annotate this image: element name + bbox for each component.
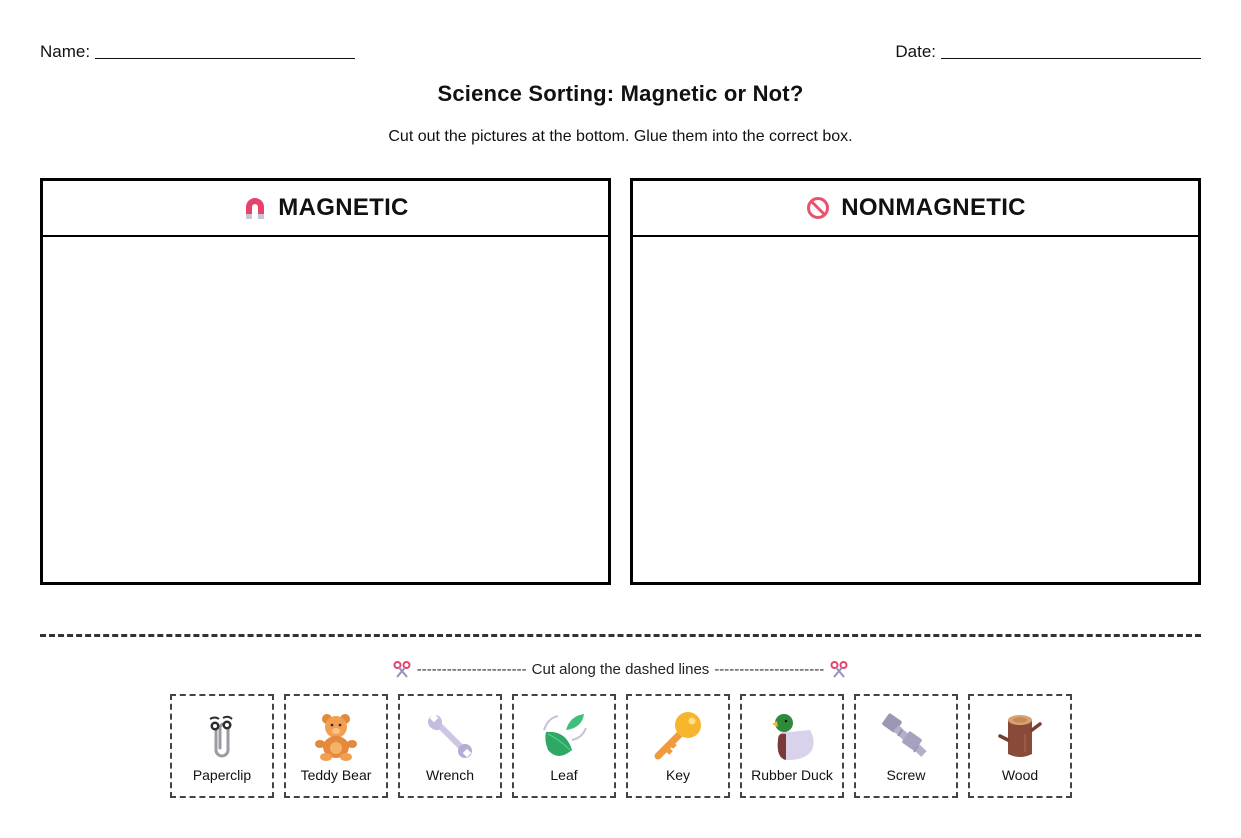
key-icon xyxy=(650,708,706,764)
cutout-cards xyxy=(170,694,1072,798)
cutout-card-leaf[interactable] xyxy=(512,694,616,798)
scissors-icon xyxy=(830,660,848,678)
nonmagnetic-drop-area[interactable] xyxy=(633,237,1198,582)
card-label: Wood xyxy=(1001,767,1039,783)
date-field[interactable] xyxy=(895,40,1201,62)
wood-log-icon xyxy=(992,708,1048,764)
card-label: Teddy Bear xyxy=(300,767,372,783)
card-label: Screw xyxy=(886,767,926,783)
page-title: Science Sorting: Magnetic or Not? xyxy=(437,81,804,106)
scissors-icon xyxy=(393,660,411,678)
card-label: Leaf xyxy=(550,767,578,783)
cutout-card-wrench[interactable] xyxy=(398,694,502,798)
cutout-card-key[interactable] xyxy=(626,694,730,798)
nonmagnetic-box-header xyxy=(633,181,1198,237)
nonmagnetic-box-title: NONMAGNETIC xyxy=(841,194,1026,221)
cut-hint-text: Cut along the dashed lines xyxy=(531,660,710,678)
magnetic-drop-area[interactable] xyxy=(43,237,608,582)
cut-dashes-right: ---------------------- xyxy=(714,660,825,678)
magnet-icon xyxy=(242,195,268,221)
date-blank-line[interactable] xyxy=(941,40,1201,59)
name-blank-line[interactable] xyxy=(95,40,355,59)
card-label: Rubber Duck xyxy=(751,767,833,783)
sorting-area xyxy=(40,178,1201,585)
cut-dashes-left: ---------------------- xyxy=(416,660,527,678)
magnetic-box-title: MAGNETIC xyxy=(278,194,409,221)
cutout-card-rubber-duck[interactable] xyxy=(740,694,844,798)
date-label: Date: xyxy=(895,42,936,61)
nonmagnetic-box[interactable] xyxy=(630,178,1201,585)
magnetic-box-header xyxy=(43,181,608,237)
instructions-text: Cut out the pictures at the bottom. Glue them into the correct box. xyxy=(388,128,853,145)
magnetic-box[interactable] xyxy=(40,178,611,585)
paperclip-icon xyxy=(194,708,250,764)
card-label: Key xyxy=(665,767,691,783)
name-label: Name: xyxy=(40,42,91,61)
name-field[interactable] xyxy=(40,40,355,62)
card-label: Wrench xyxy=(426,767,474,783)
cutout-card-teddy-bear[interactable] xyxy=(284,694,388,798)
wrench-icon xyxy=(422,708,478,764)
card-label: Paperclip xyxy=(192,767,252,783)
cutout-card-paperclip[interactable] xyxy=(170,694,274,798)
cut-line-separator xyxy=(40,634,1201,637)
cutout-card-screw[interactable] xyxy=(854,694,958,798)
leaf-icon xyxy=(536,708,592,764)
cut-instructions xyxy=(0,660,1241,678)
teddy-bear-icon xyxy=(308,708,364,764)
nut-and-bolt-icon xyxy=(878,708,934,764)
cutout-card-wood[interactable] xyxy=(968,694,1072,798)
prohibited-icon xyxy=(805,195,831,221)
name-date-row xyxy=(40,38,1201,62)
duck-icon xyxy=(764,708,820,764)
